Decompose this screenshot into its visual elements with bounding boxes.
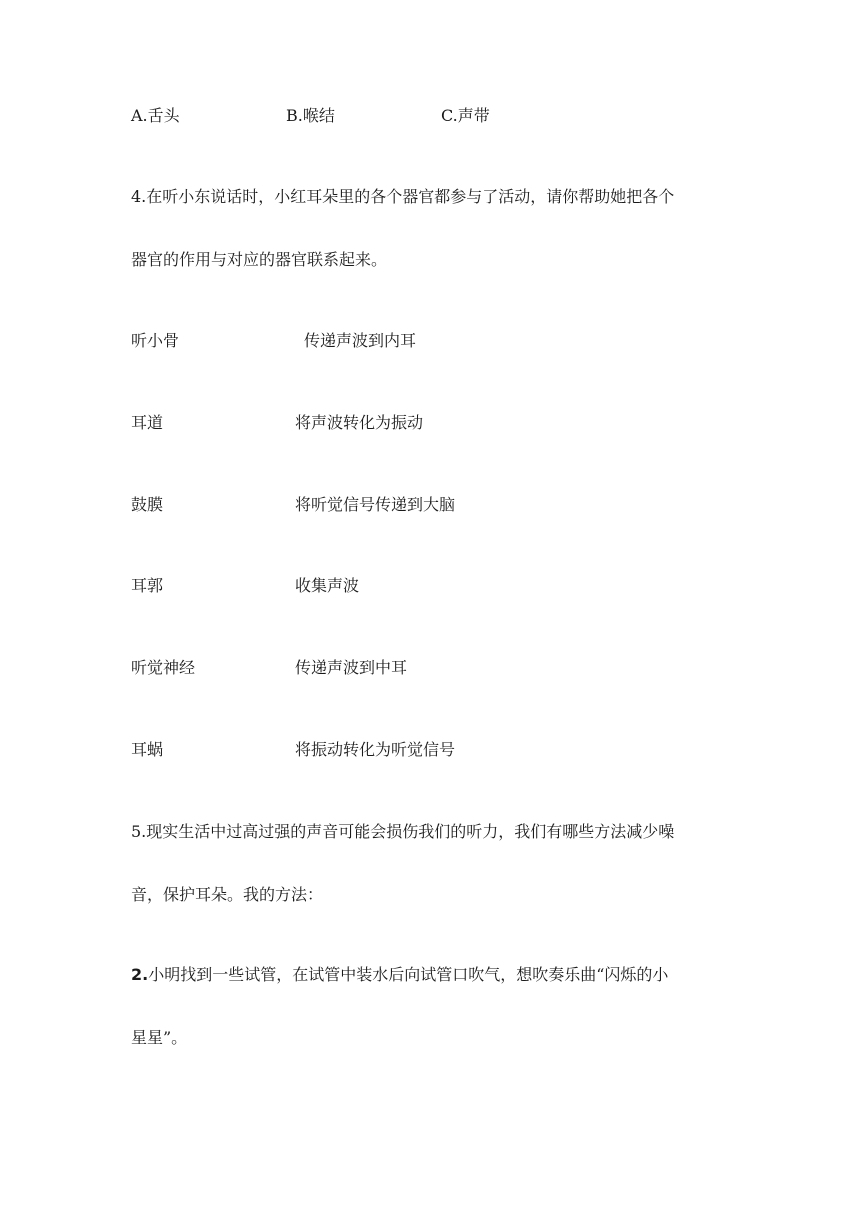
question-4-line-1: 4.在听小东说话时，小红耳朵里的各个器官都参与了活动，请你帮助她把各个 bbox=[131, 187, 675, 206]
function-label: 将振动转化为听觉信号 bbox=[295, 740, 456, 759]
organ-label: 鼓膜 bbox=[131, 495, 164, 514]
question-2-text: 小明找到一些试管，在试管中装水后向试管口吹气，想吹奏乐曲“闪烁的小 bbox=[148, 965, 669, 984]
function-label: 传递声波到中耳 bbox=[295, 658, 408, 677]
function-label: 传递声波到内耳 bbox=[304, 331, 417, 350]
question-4-line-2: 器官的作用与对应的器官联系起来。 bbox=[131, 250, 388, 269]
organ-label: 听觉神经 bbox=[131, 658, 196, 677]
question-5-line-1: 5.现实生活中过高过强的声音可能会损伤我们的听力，我们有哪些方法减少噪 bbox=[131, 822, 675, 841]
organ-label: 耳郭 bbox=[131, 576, 164, 595]
organ-label: 耳道 bbox=[131, 413, 164, 432]
option-a: A.舌头 bbox=[131, 106, 180, 125]
question-5-line-2: 音，保护耳朵。我的方法： bbox=[131, 885, 324, 904]
option-c: C.声带 bbox=[441, 106, 490, 125]
function-label: 收集声波 bbox=[295, 576, 360, 595]
function-label: 将声波转化为振动 bbox=[295, 413, 424, 432]
question-2-line-2: 星星”。 bbox=[131, 1028, 188, 1047]
question-2-line-1 bbox=[131, 965, 668, 985]
option-b: B.喉结 bbox=[286, 106, 335, 125]
question-2-number: 2. bbox=[131, 965, 149, 984]
organ-label: 耳蜗 bbox=[131, 740, 164, 759]
organ-label: 听小骨 bbox=[131, 331, 180, 350]
function-label: 将听觉信号传递到大脑 bbox=[295, 495, 456, 514]
